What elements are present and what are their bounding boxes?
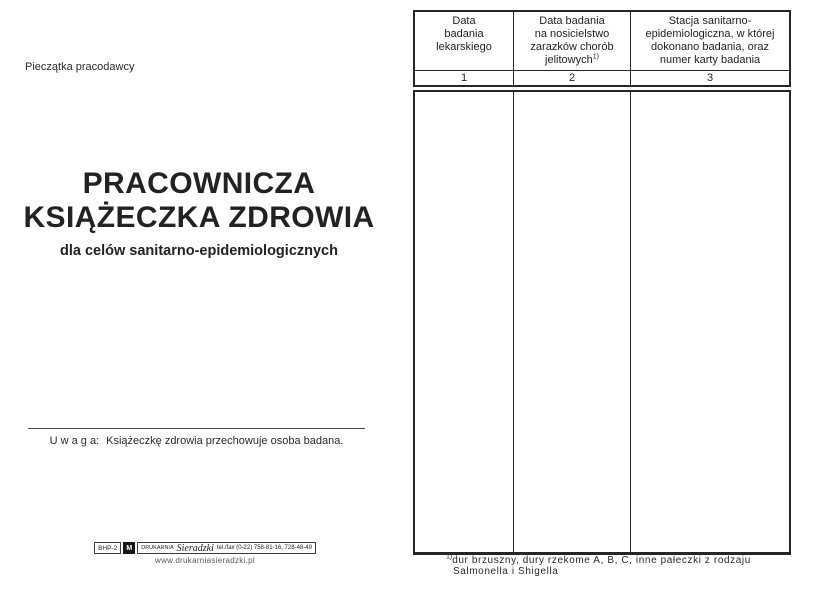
note-label: U w a g a: xyxy=(49,435,100,447)
examination-table-header xyxy=(413,10,791,87)
printer-name-box xyxy=(137,542,316,554)
footnote-line1: $^{1)}$dur brzuszny, dury rzekome A, B, C, inne pałeczki z rodzaju xyxy=(446,553,751,566)
header-line: Stacja sanitarno- xyxy=(668,15,752,27)
column-header-1 xyxy=(415,12,514,71)
printer-company-name: Sieradzki xyxy=(176,542,214,554)
title-block xyxy=(10,167,388,259)
printer-company-type: DRUKARNIA xyxy=(141,545,174,551)
column-header-2 xyxy=(514,12,631,71)
document-subtitle: dla celów sanitarno-epidemiologicznych xyxy=(60,243,338,259)
body-cell-column-1 xyxy=(415,92,514,552)
printer-website: www.drukarniasieradzki.pl xyxy=(155,556,255,565)
footnote-superscript: 1) xyxy=(446,553,453,561)
header-line: Data xyxy=(452,15,476,27)
column-header-3 xyxy=(631,12,789,71)
examination-table-body xyxy=(413,90,791,555)
printer-phone: tel./fax (0-22) 758-81-16, 728-48-49 xyxy=(216,545,312,551)
column-number-3: 3 xyxy=(706,72,714,84)
header-line: dokonano badania, oraz xyxy=(650,41,770,53)
column-number-2: 2 xyxy=(514,71,631,85)
header-line: na nosicielstwo xyxy=(534,28,610,40)
note-text xyxy=(28,435,365,447)
printer-info-row xyxy=(94,542,316,554)
document-title-line2: KSIĄŻECZKA ZDROWIA xyxy=(23,201,375,234)
body-cell-column-3 xyxy=(631,92,789,552)
header-line: epidemiologiczna, w której xyxy=(645,28,775,40)
header-line: lekarskiego xyxy=(436,41,492,53)
printer-logo-icon: M xyxy=(123,542,135,554)
footnote-marker: 1) xyxy=(592,53,599,61)
form-code-badge: BHP-2 xyxy=(94,542,121,554)
printer-info xyxy=(0,542,410,565)
header-line: badania xyxy=(444,28,484,40)
note-sentence: Książeczkę zdrowia przechowuje osoba badana. xyxy=(106,435,344,447)
table-footnote xyxy=(446,553,751,577)
employer-stamp-label: Pieczątka pracodawcy xyxy=(25,61,135,73)
document-title-line1: PRACOWNICZA xyxy=(82,167,316,200)
header-line: Data badania xyxy=(539,15,605,27)
header-line: jelitowych$^{1)}$ xyxy=(545,53,599,66)
note-divider xyxy=(28,428,365,429)
header-line: zarazków chorób xyxy=(530,41,614,53)
column-number-1: 1 xyxy=(415,71,514,85)
header-line: numer karty badania xyxy=(659,54,761,66)
body-cell-column-2 xyxy=(514,92,631,552)
footnote-line2: Salmonella i Shigella xyxy=(453,565,559,577)
